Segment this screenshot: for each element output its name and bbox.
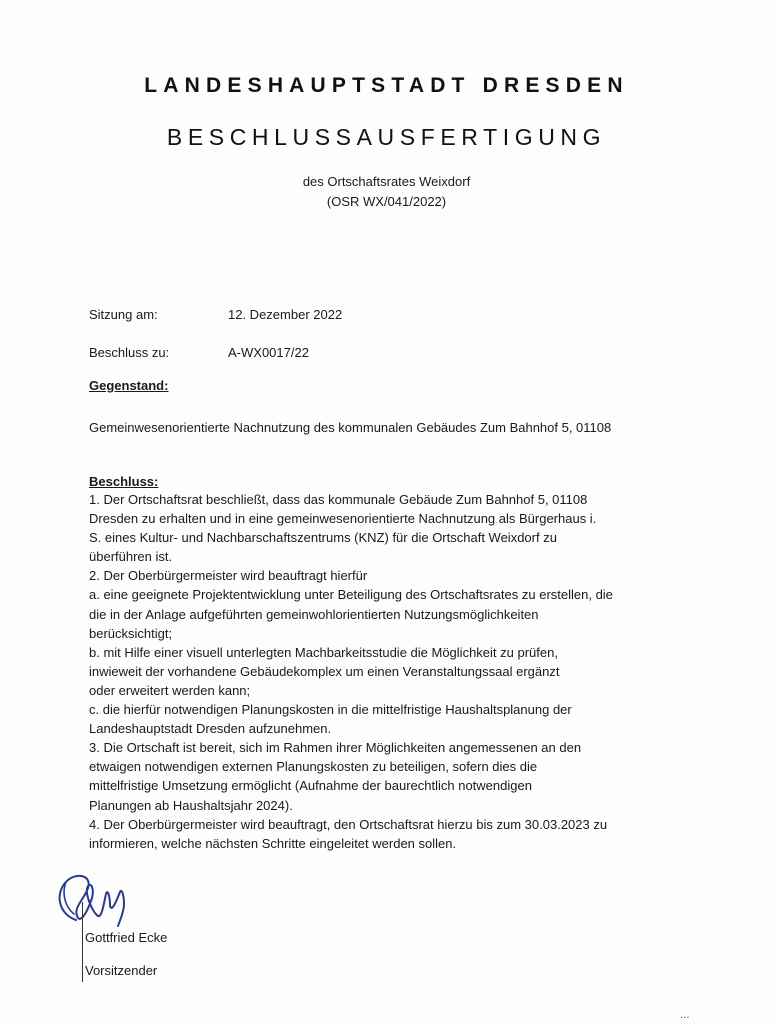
document-title: LANDESHAUPTSTADT DRESDEN	[144, 74, 629, 97]
issuer-block	[0, 172, 773, 212]
resolution-line: die in der Anlage aufgeführten gemeinwohlorientierten Nutzungsmöglichkeiten	[89, 606, 539, 622]
issuer-reference: (OSR WX/041/2022)	[326, 194, 447, 209]
subject-heading: Gegenstand:	[89, 378, 169, 393]
resolution-line: c. die hierfür notwendigen Planungskosten in die mittelfristige Haushaltsplanung der	[89, 702, 572, 718]
resolution-line: Planungen ab Haushaltsjahr 2024).	[89, 797, 293, 813]
handwritten-signature	[48, 862, 148, 932]
resolution-line: informieren, welche nächsten Schritte eingeleitet werden sollen.	[89, 835, 457, 851]
resolution-line: etwaigen notwendigen externen Planungskosten zu beteiligen, sofern dies die	[89, 759, 538, 775]
session-date: 12. Dezember 2022	[228, 307, 343, 322]
signer-role: Vorsitzender	[85, 963, 158, 978]
resolution-line: S. eines Kultur- und Nachbarschaftszentrums (KNZ) für die Ortschaft Weixdorf zu	[89, 530, 557, 546]
decision-label: Beschluss zu:	[89, 345, 170, 360]
signature-line	[82, 902, 83, 982]
resolution-line: Landeshauptstadt Dresden aufzunehmen.	[89, 721, 332, 737]
resolution-line: 4. Der Oberbürgermeister wird beauftragt, den Ortschaftsrat hierzu bis zum 30.03.2023 zu	[89, 816, 608, 832]
subject-text: Gemeinwesenorientierte Nachnutzung des kommunalen Gebäudes Zum Bahnhof 5, 01108	[89, 420, 612, 435]
document-subtitle: BESCHLUSSAUSFERTIGUNG	[166, 124, 607, 150]
resolution-line: a. eine geeignete Projektentwicklung unter Beteiligung des Ortschaftsrates zu erstellen, die	[89, 587, 613, 603]
resolution-line: b. mit Hilfe einer visuell unterlegten Machbarkeitsstudie die Möglichkeit zu prüfen,	[89, 644, 558, 660]
resolution-line: mittelfristige Umsetzung ermöglicht (Aufnahme der baurechtlich notwendigen	[89, 778, 532, 794]
resolution-line: inwieweit der vorhandene Gebäudekomplex um einen Veranstaltungssaal ergänzt	[89, 663, 560, 679]
resolution-line: 2. Der Oberbürgermeister wird beauftragt hierfür	[89, 568, 368, 584]
signer-name: Gottfried Ecke	[85, 930, 168, 945]
resolution-body	[89, 490, 689, 853]
resolution-line: 1. Der Ortschaftsrat beschließt, dass das kommunale Gebäude Zum Bahnhof 5, 01108	[89, 492, 588, 507]
resolution-line: Dresden zu erhalten und in eine gemeinwesenorientierte Nachnutzung als Bürgerhaus i.	[89, 511, 597, 527]
resolution-line: oder erweitert werden kann;	[89, 682, 251, 698]
resolution-line: überführen ist.	[89, 549, 173, 565]
resolution-line: berücksichtigt;	[89, 625, 173, 641]
decision-number: A-WX0017/22	[228, 345, 309, 360]
session-label: Sitzung am:	[89, 307, 158, 322]
corner-mark: ...	[680, 1010, 690, 1021]
resolution-heading: Beschluss:	[89, 474, 159, 489]
resolution-line: 3. Die Ortschaft ist bereit, sich im Rahmen ihrer Möglichkeiten angemessenen an den	[89, 740, 582, 756]
issuer-name: des Ortschaftsrates Weixdorf	[302, 174, 471, 189]
